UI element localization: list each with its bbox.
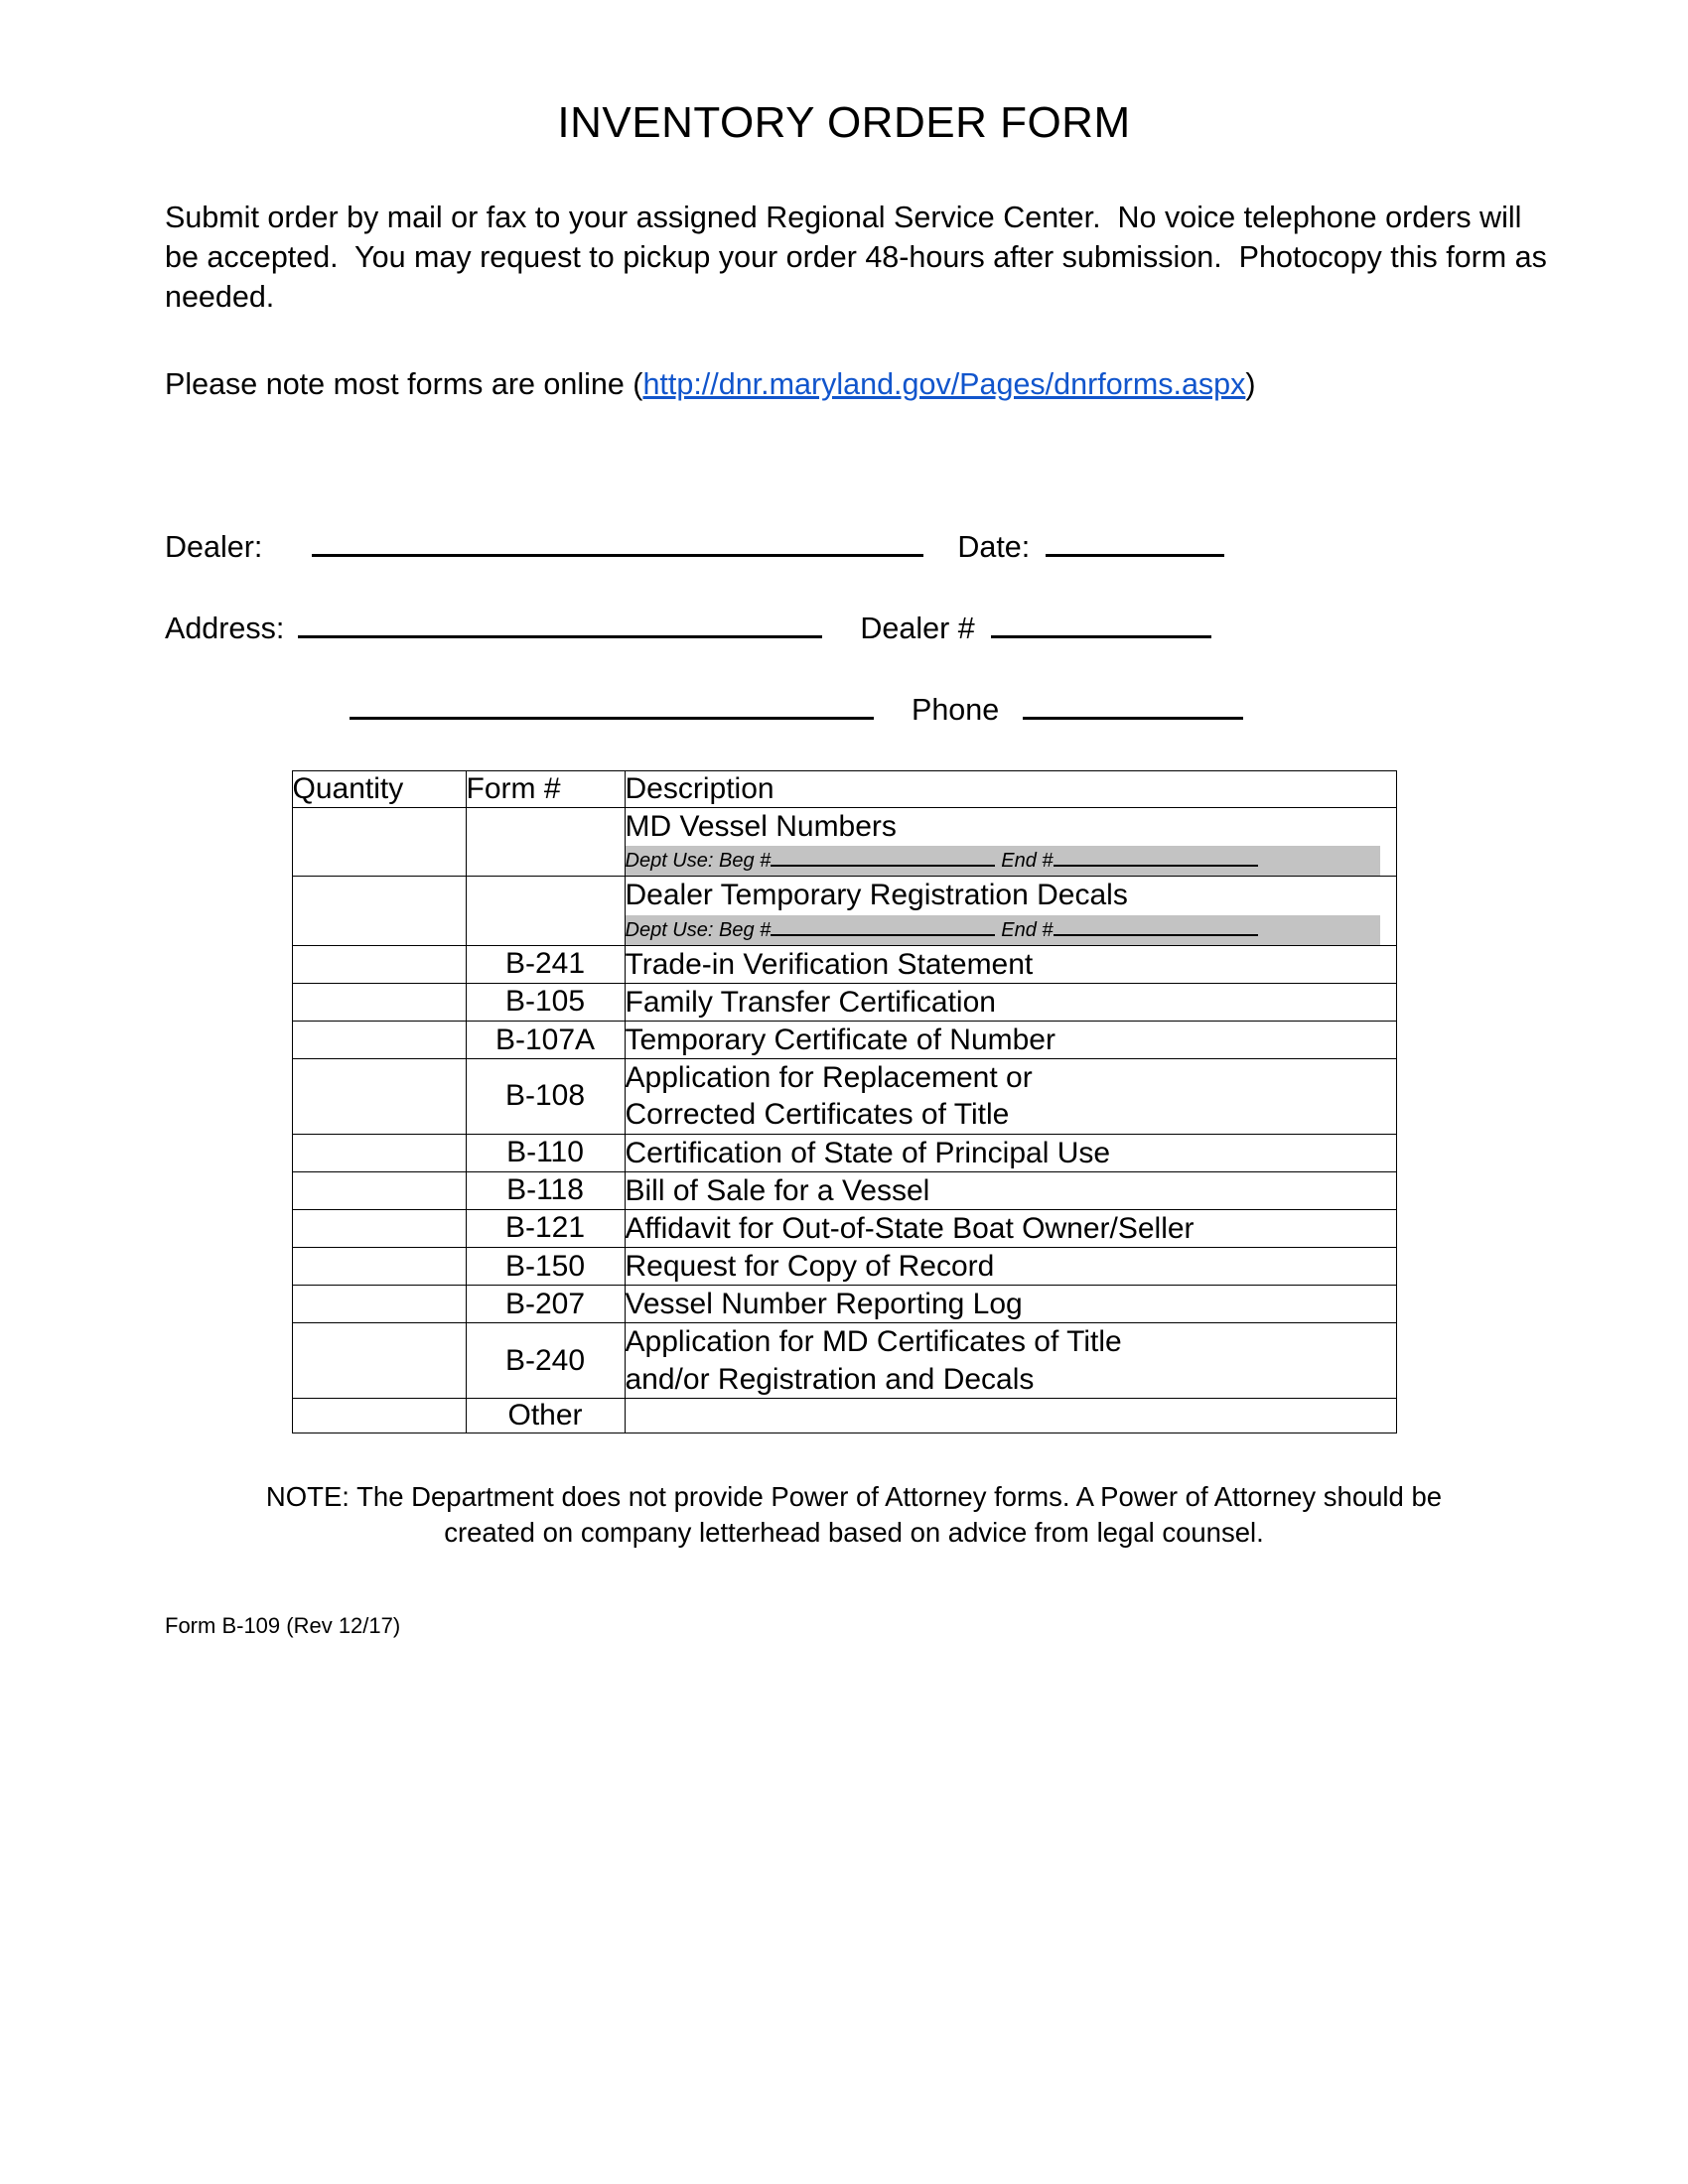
description-line-1: Temporary Certificate of Number: [625, 1023, 1055, 1056]
order-table: [292, 770, 1397, 1433]
table-row: [292, 877, 1396, 945]
form-footer: [129, 1613, 1559, 1639]
form-number-cell: B-121: [466, 1209, 625, 1247]
dealer-date-row: [165, 524, 1559, 568]
dept-use-beg-input[interactable]: [771, 917, 995, 936]
description-line-1: Bill of Sale for a Vessel: [625, 1173, 930, 1207]
form-number-cell: Other: [466, 1398, 625, 1433]
quantity-input-cell[interactable]: [292, 1134, 466, 1171]
description-cell: [625, 1134, 1396, 1171]
description-line-1: Request for Copy of Record: [625, 1250, 995, 1284]
page-title: INVENTORY ORDER FORM: [557, 98, 1131, 147]
intro-paragraph-1: Submit order by mail or fax to your assigned Regional Service Center. No voice telephone orders will be accepted. You may request to pickup your order 48-hours after submission. Photocopy this form as needed.: [165, 201, 1556, 315]
form-id-label: Form B-109 (Rev 12/17): [165, 1612, 401, 1638]
description-line-1: Vessel Number Reporting Log: [625, 1288, 1023, 1321]
form-number-cell: B-241: [466, 945, 625, 983]
quantity-input-cell[interactable]: [292, 1209, 466, 1247]
quantity-input-cell[interactable]: [292, 877, 466, 945]
description-cell: [625, 1021, 1396, 1058]
address-line2-phone-row: [165, 687, 1559, 731]
table-row: [292, 1021, 1396, 1058]
table-row: [292, 808, 1396, 877]
address-input[interactable]: [298, 606, 822, 638]
description-cell: [625, 1398, 1396, 1433]
intro-prefix-text: Please note most forms are online (: [165, 367, 643, 402]
form-number-cell: B-150: [466, 1248, 625, 1286]
table-row: [292, 1286, 1396, 1323]
dept-use-beg-input[interactable]: [771, 848, 995, 867]
address-line2-input[interactable]: [350, 687, 874, 720]
quantity-input-cell[interactable]: [292, 945, 466, 983]
description-line-1: Application for MD Certificates of Title: [625, 1325, 1122, 1359]
form-fields-section: [129, 524, 1559, 731]
dealer-label: Dealer:: [165, 530, 263, 565]
form-number-cell: B-107A: [466, 1021, 625, 1058]
dnr-forms-link[interactable]: http://dnr.maryland.gov/Pages/dnrforms.aspx: [642, 367, 1246, 402]
form-number-cell: B-105: [466, 983, 625, 1021]
note-line-2: created on company letterhead based on advice from legal counsel.: [444, 1517, 1264, 1549]
description-line-2: and/or Registration and Decals: [625, 1362, 1035, 1396]
order-table-container: [129, 770, 1559, 1433]
dept-use-beg-label: Dept Use: Beg #: [625, 850, 772, 873]
table-row: [292, 945, 1396, 983]
dept-use-end-label: End #: [1001, 918, 1054, 941]
description-cell: [625, 1209, 1396, 1247]
description-line-1: Family Transfer Certification: [625, 985, 996, 1019]
header-quantity: Quantity: [292, 771, 466, 808]
description-line-1: Application for Replacement or: [625, 1061, 1033, 1095]
table-row: [292, 1248, 1396, 1286]
description-line-1: Dealer Temporary Registration Decals: [625, 879, 1128, 912]
header-form-number: Form #: [466, 771, 625, 808]
form-number-cell: B-207: [466, 1286, 625, 1323]
table-row: [292, 1059, 1396, 1134]
note-section: [119, 1479, 1569, 1552]
phone-input[interactable]: [1023, 687, 1243, 720]
dealer-input[interactable]: [312, 524, 923, 557]
table-row: [292, 1323, 1396, 1398]
quantity-input-cell[interactable]: [292, 1398, 466, 1433]
description-line-1: Affidavit for Out-of-State Boat Owner/Seller: [625, 1211, 1195, 1245]
table-row: [292, 1398, 1396, 1433]
date-label: Date:: [957, 530, 1031, 565]
form-number-cell: [466, 877, 625, 945]
intro-suffix-text: ): [1245, 367, 1256, 402]
description-cell: [625, 1323, 1396, 1398]
dept-use-strip: [626, 846, 1380, 876]
table-row: [292, 1134, 1396, 1171]
description-cell: [625, 983, 1396, 1021]
quantity-input-cell[interactable]: [292, 1171, 466, 1209]
dealer-number-input[interactable]: [991, 606, 1211, 638]
table-body: [292, 808, 1396, 1433]
description-line-1: MD Vessel Numbers: [625, 810, 897, 844]
description-cell: [625, 1248, 1396, 1286]
table-row: [292, 1171, 1396, 1209]
date-input[interactable]: [1046, 524, 1224, 557]
quantity-input-cell[interactable]: [292, 1248, 466, 1286]
dept-use-strip: [626, 915, 1380, 945]
description-cell: [625, 1286, 1396, 1323]
quantity-input-cell[interactable]: [292, 1323, 466, 1398]
description-cell: [625, 877, 1396, 945]
dept-use-end-label: End #: [1001, 850, 1054, 873]
dealer-number-label: Dealer #: [860, 612, 975, 646]
table-row: [292, 983, 1396, 1021]
form-number-cell: B-240: [466, 1323, 625, 1398]
description-cell: [625, 945, 1396, 983]
description-line-1: Certification of State of Principal Use: [625, 1136, 1111, 1169]
form-number-cell: B-110: [466, 1134, 625, 1171]
phone-label: Phone: [912, 693, 1000, 728]
dept-use-beg-label: Dept Use: Beg #: [625, 918, 772, 941]
quantity-input-cell[interactable]: [292, 983, 466, 1021]
description-line-1: Trade-in Verification Statement: [625, 947, 1034, 981]
dept-use-end-input[interactable]: [1054, 917, 1258, 936]
address-dealernumber-row: [165, 606, 1559, 649]
quantity-input-cell[interactable]: [292, 1059, 466, 1134]
note-line-1: NOTE: The Department does not provide Power of Attorney forms. A Power of Attorney should be: [265, 1480, 1443, 1512]
description-cell: [625, 808, 1396, 877]
form-number-cell: [466, 808, 625, 877]
table-row: [292, 1209, 1396, 1247]
intro-section: [129, 199, 1559, 405]
quantity-input-cell[interactable]: [292, 1286, 466, 1323]
table-header-row: [292, 771, 1396, 808]
intro-paragraph-2: [165, 365, 1559, 405]
form-number-cell: B-108: [466, 1059, 625, 1134]
address-label: Address:: [165, 612, 285, 646]
description-line-2: Corrected Certificates of Title: [625, 1098, 1010, 1132]
description-cell: [625, 1059, 1396, 1134]
header-description: Description: [625, 771, 1396, 808]
dept-use-end-input[interactable]: [1054, 848, 1258, 867]
quantity-input-cell[interactable]: [292, 1021, 466, 1058]
quantity-input-cell[interactable]: [292, 808, 466, 877]
form-number-cell: B-118: [466, 1171, 625, 1209]
description-cell: [625, 1171, 1396, 1209]
